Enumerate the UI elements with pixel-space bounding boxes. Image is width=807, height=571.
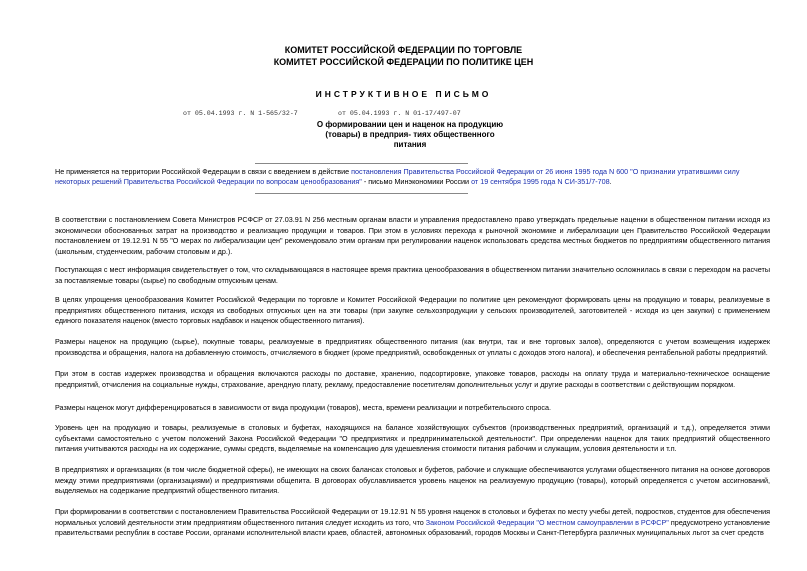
note-middle: - письмо Минэкономики России [361, 177, 472, 186]
issuer-line-1: КОМИТЕТ РОССИЙСКОЙ ФЕДЕРАЦИИ ПО ТОРГОВЛЕ [284, 45, 523, 55]
note-prefix: Не применяется на территории Российской Федерации в связи с введением в действие [55, 167, 352, 176]
paragraph-2: Поступающая с мест информация свидетельствует о том, что складывающаяся в настоящее время практика ценообразования в общественном питании значительно осложнилась в связи с переходом на расчеты за поставляемые товары (сырье) по свободным отпускным ценам. [55, 265, 770, 285]
paragraph-9-text-a: При формировании в соответствии с постановлением Правительства Российской Федерации от 19.12.91 N 55 уровня наценок в столовых и буфетах по месту учебы детей, подростков, студентов для обеспечения нормальных условий деятельности этим предприятиям общественного питания следует исходить из того, что [55, 507, 770, 527]
paragraph-9 [55, 507, 770, 539]
issuer-line-2: КОМИТЕТ РОССИЙСКОЙ ФЕДЕРАЦИИ ПО ПОЛИТИКЕ ЦЕН [273, 57, 534, 67]
document-type: ИНСТРУКТИВНОЕ ПИСЬМО [315, 89, 492, 99]
paragraph-9-text-b: предусмотрено установление правительствами республик в составе России, органами исполнительной власти краев, областей, автономных образований, городов Москвы и Санкт-Петербурга различных муниципальных льгот за счет средств [55, 517, 770, 537]
paragraph-1: В соответствии с постановлением Совета Министров РСФСР от 27.03.91 N 256 местным органам власти и управления предоставлено право утверждать предельные наценки в общественном питании исходя из экономически обоснованных затрат на производство и реализацию продукции и товаров. При этом в условиях перехода к рыночной экономике и либерализации цен Правительство Российской Федерации постановлением от 19.12.91 N 55 "О мерах по либерализации цен" рекомендовало этим органам при регулировании наценок использовать средства местных бюджетов по предприятиям общественного питания (школьным, студенческим, рабочим столовым и др.). [55, 215, 770, 256]
paragraph-6: Размеры наценок могут дифференцироваться в зависимости от вида продукции (товаров), места, времени реализации и потребительского спроса. [55, 403, 551, 412]
paragraph-4: Размеры наценок на продукцию (сырье), покупные товары, реализуемые в предприятиях общественного питания (как внутри, так и вне торговых залов), определяются с учетом возмещения издержек производства и обращения, налога на добавленную стоимость, отчисляемого в бюджет (кроме предприятий, освобожденных от уплаты с доходов этого налога), и обеспечения рентабельной работы предприятий. [55, 337, 770, 357]
paragraph-3: В целях упрощения ценообразования Комитет Российской Федерации по торговле и Комитет Российской Федерации по политике цен рекомендуют формировать цены на продукцию и товары, реализуемые в предприятиях общественного питания, исходя из свободных отпускных цен на эти товары (при закупке сельхозпродукции у сельских производителей, заготовителей - исходя из цен закупки) с применением единого показателя наценок (вместо торговых надбавок и наценок общественного питания). [55, 295, 770, 325]
link-decree-600[interactable]: постановления Правительства Российской Федерации от 26 июня 1995 года N 600 "О признании утратившими силу некоторых решений Правительства Российской Федерации по вопросам ценообразования" [55, 167, 740, 186]
document-number-1: от 05.04.1993 г. N 1-565/32-7 [183, 110, 298, 117]
paragraph-7: Уровень цен на продукцию и товары, реализуемые в столовых и буфетах, находящихся на балансе хозяйствующих субъектов (производственных предприятий, организаций и т.д.), определяется этими субъектами самостоятельно с учетом положений Закона Российской Федерации "О предприятиях и предпринимательской деятельности". При определении наценок для таких предприятий общественного питания учитываются расходы на их содержание, суммы средств, выделяемые на компенсацию для удешевления стоимости питания рабочим и служащим, условия деятельности и т.п. [55, 423, 770, 453]
link-letter-si-351[interactable]: от 19 сентября 1995 года N СИ-351/7-708 [471, 177, 610, 186]
document-number-2: от 05.04.1993 г. N 01-17/497-07 [338, 110, 461, 117]
divider-bottom [255, 193, 468, 194]
paragraph-5: При этом в состав издержек производства и обращения включаются расходы по доставке, хранению, подсортировке, упаковке товаров, расходы на оплату труда и материально-техническое оснащение предприятий, отчисления на социальные нужды, страхование, арендную плату, рекламу, предоставление посетителям дополнительных услуг и другие расходы в соответствии с действующим порядком. [55, 369, 770, 389]
divider-top [255, 163, 468, 164]
note-suffix: . [609, 177, 612, 186]
link-local-self-government-law[interactable]: Законом Российской Федерации "О местном самоуправлении в РСФСР" [425, 517, 669, 527]
status-note [55, 167, 770, 187]
paragraph-8: В предприятиях и организациях (в том числе бюджетной сферы), не имеющих на своих балансах столовых и буфетов, рабочие и служащие обеспечиваются услугами общественного питания на основе договоров между этими предприятиями (организациями) и предприятиями общепита. В договорах обуславливается уровень наценок на реализуемую продукцию (товары), который определяется с учетом ассигнований, выделяемых на содержание предприятий общественного питания. [55, 465, 770, 495]
document-subject: О формировании цен и наценок на продукцию (товары) в предприя- тиях общественного питания [316, 120, 504, 149]
